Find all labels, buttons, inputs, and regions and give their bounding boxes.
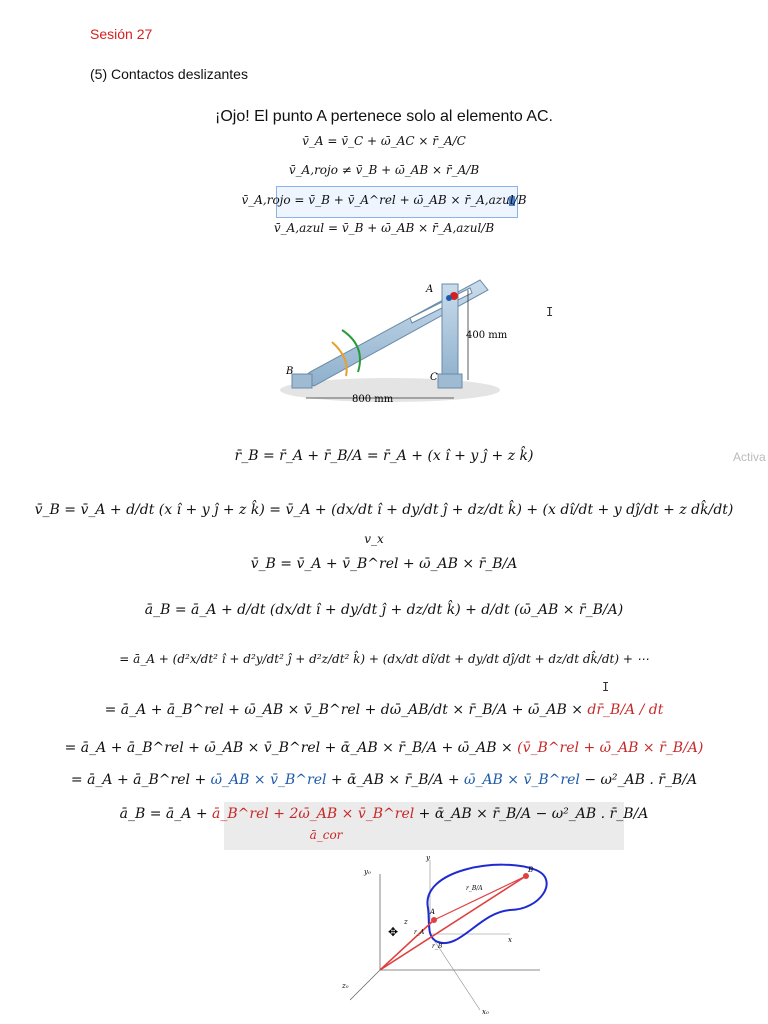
dim-400: 400 mm (466, 330, 508, 341)
support-B (292, 374, 312, 388)
eq7-red-term: (v̄_B^rel + ω̄_AB × r̄_B/A) (517, 740, 704, 756)
axis-zo (350, 970, 380, 1000)
label-rBA: r_B/A (466, 885, 483, 892)
text-cursor: I (546, 305, 554, 319)
equation-aB-expanded: = ā_A + (d²x/dt² î + d²y/dt² ĵ + d²z/dt² k̂) + (dx/dt dî/dt + dy/dt dĵ/dt + dz/dt dk̂/dt) + ⋯ (119, 652, 649, 666)
label-B: B (286, 366, 294, 377)
equation-vA-rojo-neq: v̄_A,rojo ≠ v̄_B + ω̄_AB × r̄_A/B (288, 163, 480, 177)
equation-vA-rojo-eq[interactable]: v̄_A,rojo = v̄_B + v̄_A^rel + ω̄_AB × r̄_A,azul/B (241, 193, 527, 207)
equation-aB-step3 (0, 772, 768, 788)
vector-rBA (434, 876, 526, 920)
label-xo: x₀ (482, 1008, 489, 1016)
equation-vB-derivative (0, 502, 768, 518)
label-rB: r_B (432, 943, 443, 950)
eq8-c: + ᾱ_AB × r̄_B/A + (330, 772, 460, 788)
equation-aB-derivative: ā_B = ā_A + d/dt (dx/dt î + dy/dt ĵ + dz/dt k̂) + d/dt (ω̄_AB × r̄_B/A) (144, 602, 624, 618)
eq8-a: = ā_A + ā_B^rel + (70, 772, 207, 788)
label-x: x (508, 936, 512, 944)
equation-vB-relative: v̄_B = v̄_A + v̄_B^rel + ω̄_AB × r̄_B/A (250, 556, 518, 572)
equation-aB-step1 (0, 702, 768, 718)
move-cursor-icon: ✥ (388, 925, 399, 939)
relative-motion-figure (330, 850, 590, 1020)
activate-overlay-text: Activa (733, 450, 766, 464)
equation-vA-vC: v̄_A = v̄_C + ω̄_AC × r̄_A/C (302, 134, 466, 148)
slot (410, 288, 472, 323)
session-title: Sesión 27 (90, 26, 153, 42)
label-B2: B (528, 866, 534, 874)
linkage-figure (270, 268, 510, 418)
label-z: z (404, 918, 408, 926)
vector-rB (380, 876, 526, 970)
eq8-e: − ω²_AB . r̄_B/A (584, 772, 698, 788)
label-A: A (426, 284, 434, 295)
eq2-underbrace-label: v_x (364, 532, 384, 546)
eq9-a: ā_B = ā_A + (119, 806, 208, 822)
section-title: (5) Contactos deslizantes (90, 66, 248, 82)
label-y: y (426, 854, 430, 862)
pin-A-blue (446, 295, 452, 301)
dim-800: 800 mm (352, 394, 394, 405)
label-yo: y₀ (364, 868, 371, 876)
equation-aB-final (0, 806, 768, 822)
eq6-red-term: dr̄_B/A / dt (587, 702, 664, 718)
warning-note: ¡Ojo! El punto A pertenece solo al elemento AC. (215, 108, 553, 125)
equation-aB-step2 (0, 740, 768, 756)
eq8-b-blue: ω̄_AB × v̄_B^rel (210, 772, 327, 788)
eq8-d-blue: ω̄_AB × v̄_B^rel (464, 772, 580, 788)
eq9-c: + ᾱ_AB × r̄_B/A − ω²_AB . r̄_B/A (418, 806, 649, 822)
label-rA: r_A (414, 929, 425, 936)
eq9-b-red: ā_B^rel + 2ω̄_AB × v̄_B^rel (212, 806, 415, 822)
eq7-main: = ā_A + ā_B^rel + ω̄_AB × v̄_B^rel + ᾱ_AB × r̄_B/A + ω̄_AB × (64, 740, 513, 756)
label-zo: z₀ (342, 982, 349, 990)
eq9-underbrace-label: ā_cor (309, 828, 343, 842)
label-A2: A (430, 908, 436, 916)
label-C: C (430, 372, 438, 383)
eq2-lhs: v̄_B = v̄_A + d/dt (x î + y ĵ + z k̂) = v̄_A + (34, 502, 327, 518)
eq2-mid: (dx/dt î + dy/dt ĵ + dz/dt k̂) + (x dî/dt + y dĵ/dt + z dk̂/dt) (331, 502, 734, 518)
support-C (438, 374, 462, 388)
point-A (431, 917, 437, 923)
eq6-main: = ā_A + ā_B^rel + ω̄_AB × v̄_B^rel + dω̄_AB/dt × r̄_B/A + ω̄_AB × (104, 702, 583, 718)
equation-rB: r̄_B = r̄_A + r̄_B/A = r̄_A + (x î + y ĵ + z k̂) (234, 448, 534, 464)
text-cursor-2: I (602, 680, 610, 694)
equation-vA-azul: v̄_A,azul = v̄_B + ω̄_AB × r̄_A,azul/B (273, 221, 495, 235)
